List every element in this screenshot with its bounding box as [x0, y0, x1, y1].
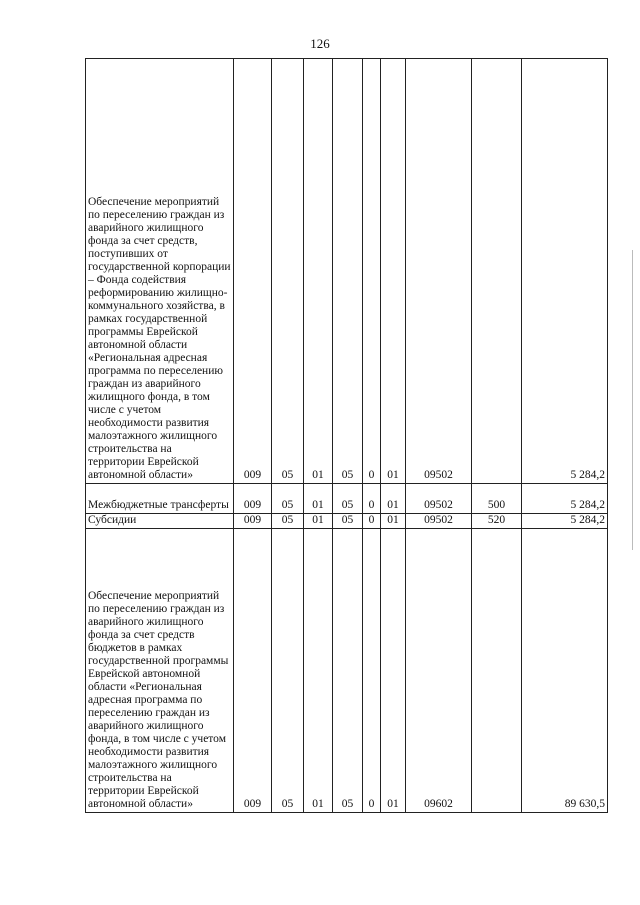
page-number: 126	[310, 36, 330, 51]
direction-code: 09602	[406, 529, 472, 813]
subsection-code: 01	[304, 529, 333, 813]
program-code: 05	[333, 59, 363, 484]
amount: 5 284,2	[522, 484, 608, 514]
ministry-code: 009	[234, 514, 272, 529]
table-row	[86, 529, 608, 813]
direction-code: 09502	[406, 59, 472, 484]
ministry-code: 009	[234, 484, 272, 514]
table-row	[86, 59, 608, 484]
row-name: Обеспечение мероприятий по переселению граждан из аварийного жилищного фонда за счет средств, поступивших от государственной корпорации – Фонда содействия реформированию жилищно-коммунального хозяйства, в рамках государственной программы Еврейской автономной области «Региональная адресная программа по переселению граждан из аварийного жилищного фонда, в том числе с учетом необходимости развития малоэтажного жилищного строительства на территории Еврейской автономной области»	[86, 59, 234, 484]
subsection-code: 01	[304, 514, 333, 529]
row-name: Обеспечение мероприятий по переселению граждан из аварийного жилищного фонда за счет средств бюджетов в рамках государственной программы Еврейской автономной области «Региональная адресная программа по переселению граждан из аварийного жилищного фонда, в том числе с учетом необходимости развития малоэтажного жилищного строительства на территории Еврейской автономной области»	[86, 529, 234, 813]
section-code: 05	[272, 484, 304, 514]
main-event-code: 01	[381, 59, 406, 484]
subprogram-code: 0	[363, 529, 381, 813]
amount: 89 630,5	[522, 529, 608, 813]
program-code: 05	[333, 484, 363, 514]
expense-type-code	[472, 529, 522, 813]
subprogram-code: 0	[363, 484, 381, 514]
section-code: 05	[272, 59, 304, 484]
row-name: Межбюджетные трансферты	[86, 484, 234, 514]
table-row	[86, 514, 608, 529]
scan-edge-line	[632, 250, 633, 550]
ministry-code: 009	[234, 59, 272, 484]
expense-type-code: 500	[472, 484, 522, 514]
program-code: 05	[333, 514, 363, 529]
direction-code: 09502	[406, 484, 472, 514]
subsection-code: 01	[304, 484, 333, 514]
main-event-code: 01	[381, 484, 406, 514]
direction-code: 09502	[406, 514, 472, 529]
main-event-code: 01	[381, 529, 406, 813]
subsection-code: 01	[304, 59, 333, 484]
expense-type-code: 520	[472, 514, 522, 529]
table-row	[86, 484, 608, 514]
subprogram-code: 0	[363, 514, 381, 529]
row-name: Субсидии	[86, 514, 234, 529]
program-code: 05	[333, 529, 363, 813]
amount: 5 284,2	[522, 59, 608, 484]
main-event-code: 01	[381, 514, 406, 529]
budget-table	[85, 58, 608, 813]
section-code: 05	[272, 529, 304, 813]
ministry-code: 009	[234, 529, 272, 813]
expense-type-code	[472, 59, 522, 484]
section-code: 05	[272, 514, 304, 529]
amount: 5 284,2	[522, 514, 608, 529]
subprogram-code: 0	[363, 59, 381, 484]
